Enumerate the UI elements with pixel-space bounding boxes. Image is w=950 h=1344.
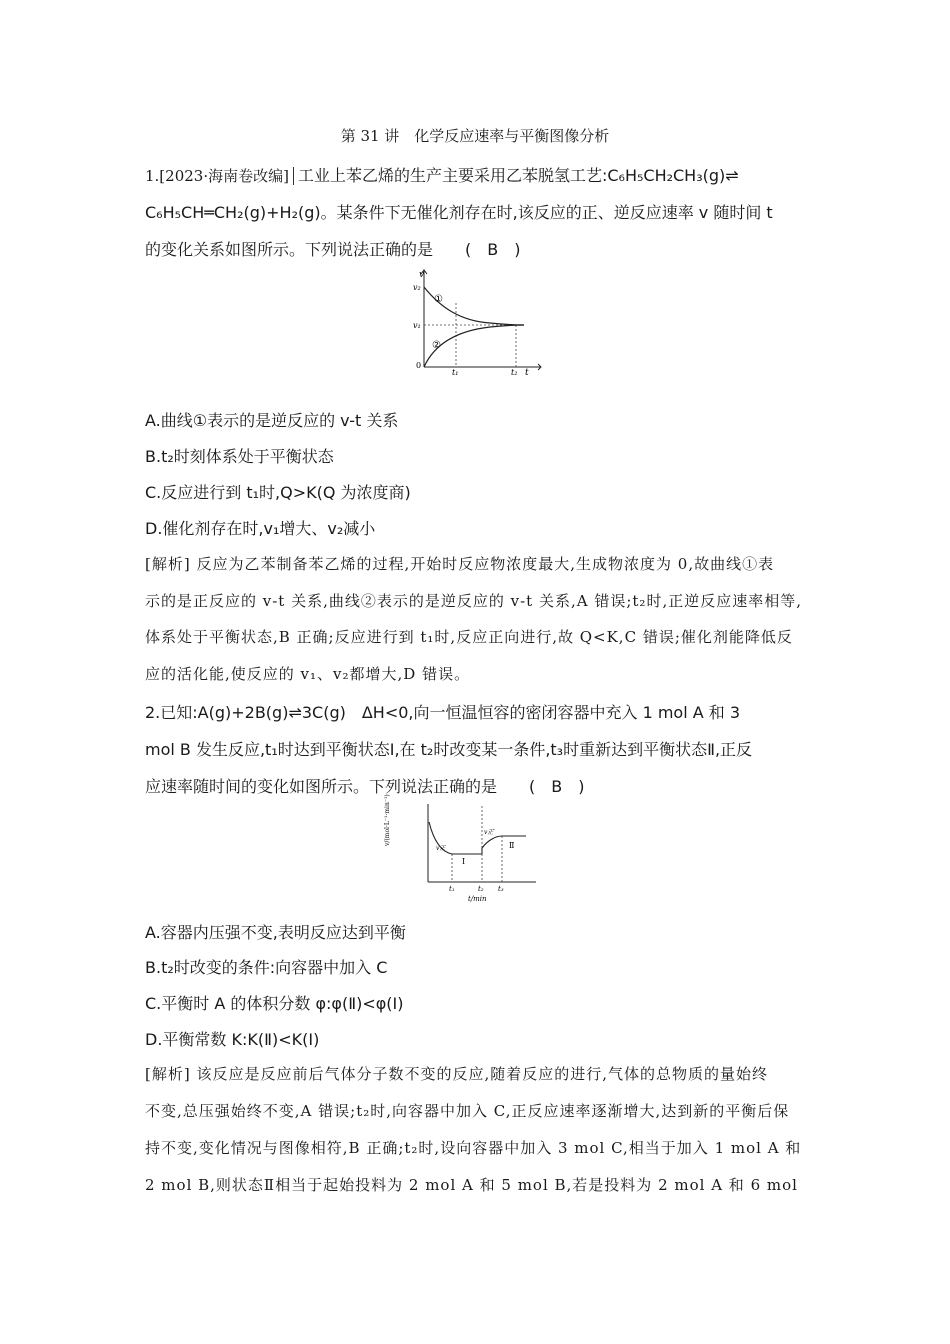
q2-explanation-line-3: 持不变,变化情况与图像相符,B 正确;t₂时,设向容器中加入 3 mol C,相当于加入 1 mol A 和 <box>145 1139 802 1157</box>
q1-curve1-label: ① <box>434 294 443 305</box>
q2-stem-line-2: mol B 发生反应,t₁时达到平衡状态Ⅰ,在 t₂时改变某一条件,t₃时重新达到平衡状态Ⅱ,正反 <box>145 740 753 759</box>
q1-v1-label: v₁ <box>413 321 421 330</box>
q2-explanation-line-2: 不变,总压强始终不变,A 错误;t₂时,向容器中加入 C,正反应速率逐渐增大,达到新的平衡后保 <box>145 1102 790 1120</box>
q2-v-forward-prime-label: v正′ <box>484 829 495 836</box>
q1-option-c: C.反应进行到 t₁时,Q>K(Q 为浓度商) <box>145 483 411 502</box>
q1-t1-label: t₁ <box>452 368 459 377</box>
q1-explanation-line-1: [解析] 反应为乙苯制备苯乙烯的过程,开始时反应物浓度最大,生成物浓度为 0,故曲线①表 <box>145 555 775 573</box>
q2-curve-after <box>482 836 526 848</box>
q2-state1-label: Ⅰ <box>462 857 466 866</box>
q2-explanation-line-1: [解析] 该反应是反应前后气体分子数不变的反应,随着反应的进行,气体的总物质的量始终 <box>145 1065 769 1083</box>
q1-stem-line-3: 的变化关系如图所示。下列说法正确的是 ( B ) <box>145 240 521 259</box>
q1-figure <box>410 265 550 381</box>
q1-option-a: A.曲线①表示的是逆反应的 v-t 关系 <box>145 411 399 430</box>
q2-state2-label: Ⅱ <box>509 841 515 850</box>
q2-stem-line-1: 2.已知:A(g)+2B(g)⇌3C(g) ΔH<0,向一恒温恒容的密闭容器中充入 1 mol A 和 3 <box>145 703 741 722</box>
q2-t2-label: t₂ <box>478 885 484 893</box>
q2-figure <box>384 794 542 910</box>
q1-y-axis-label: v <box>419 270 425 280</box>
q1-explanation-line-4: 应的活化能,使反应的 v₁、v₂都增大,D 错误。 <box>145 665 471 683</box>
q1-option-b: B.t₂时刻体系处于平衡状态 <box>145 447 334 466</box>
q2-vt-graph <box>384 794 542 906</box>
q1-origin-label: 0 <box>416 361 422 370</box>
q2-t3-label: t₃ <box>498 885 504 893</box>
q2-y-axis-label: v/(mol·L⁻¹·min⁻¹) <box>384 794 391 846</box>
q2-t1-label: t₁ <box>449 885 455 893</box>
q1-option-d: D.催化剂存在时,v₁增大、v₂减小 <box>145 519 376 538</box>
q2-option-b: B.t₂时改变的条件:向容器中加入 C <box>145 958 388 977</box>
q1-explanation-line-2: 示的是正反应的 v-t 关系,曲线②表示的是逆反应的 v-t 关系,A 错误;t₂时,正逆反应速率相等, <box>145 592 802 610</box>
q1-explanation-line-3: 体系处于平衡状态,B 正确;反应进行到 t₁时,反应正向进行,故 Q<K,C 错误;催化剂能降低反 <box>145 628 793 646</box>
q2-v-forward-label: v正 <box>436 845 446 852</box>
q1-stem-line-1 <box>145 163 739 186</box>
q1-t2-label: t₂ <box>511 368 518 377</box>
q1-vt-graph <box>410 265 550 377</box>
q1-v2-label: v₂ <box>413 283 421 292</box>
q2-stem-line-3: 应速率随时间的变化如图所示。下列说法正确的是 ( B ) <box>145 777 585 796</box>
q2-option-d: D.平衡常数 K:K(Ⅱ)<K(Ⅰ) <box>145 1030 320 1049</box>
q1-stem-text-1: 工业上苯乙烯的生产主要采用乙苯脱氢工艺:C₆H₅CH₂CH₃(g)⇌ <box>297 166 739 185</box>
q1-source-tag: 1.[2023·海南卷改编] <box>145 167 294 185</box>
q1-x-axis-label: t <box>525 368 529 378</box>
q2-x-axis-label: t/min <box>468 895 487 903</box>
q2-option-a: A.容器内压强不变,表明反应达到平衡 <box>145 923 406 942</box>
q1-stem-line-2: C₆H₅CH═CH₂(g)+H₂(g)。某条件下无催化剂存在时,该反应的正、逆反应速率 v 随时间 t <box>145 203 773 222</box>
q1-curve-forward <box>424 287 524 325</box>
q2-explanation-line-4: 2 mol B,则状态Ⅱ相当于起始投料为 2 mol A 和 5 mol B,若是投料为 2 mol A 和 6 mol <box>145 1176 798 1194</box>
q2-option-c: C.平衡时 A 的体积分数 φ:φ(Ⅱ)<φ(Ⅰ) <box>145 994 404 1013</box>
q1-curve2-label: ② <box>432 340 441 351</box>
lesson-title: 第 31 讲 化学反应速率与平衡图像分析 <box>340 127 610 145</box>
